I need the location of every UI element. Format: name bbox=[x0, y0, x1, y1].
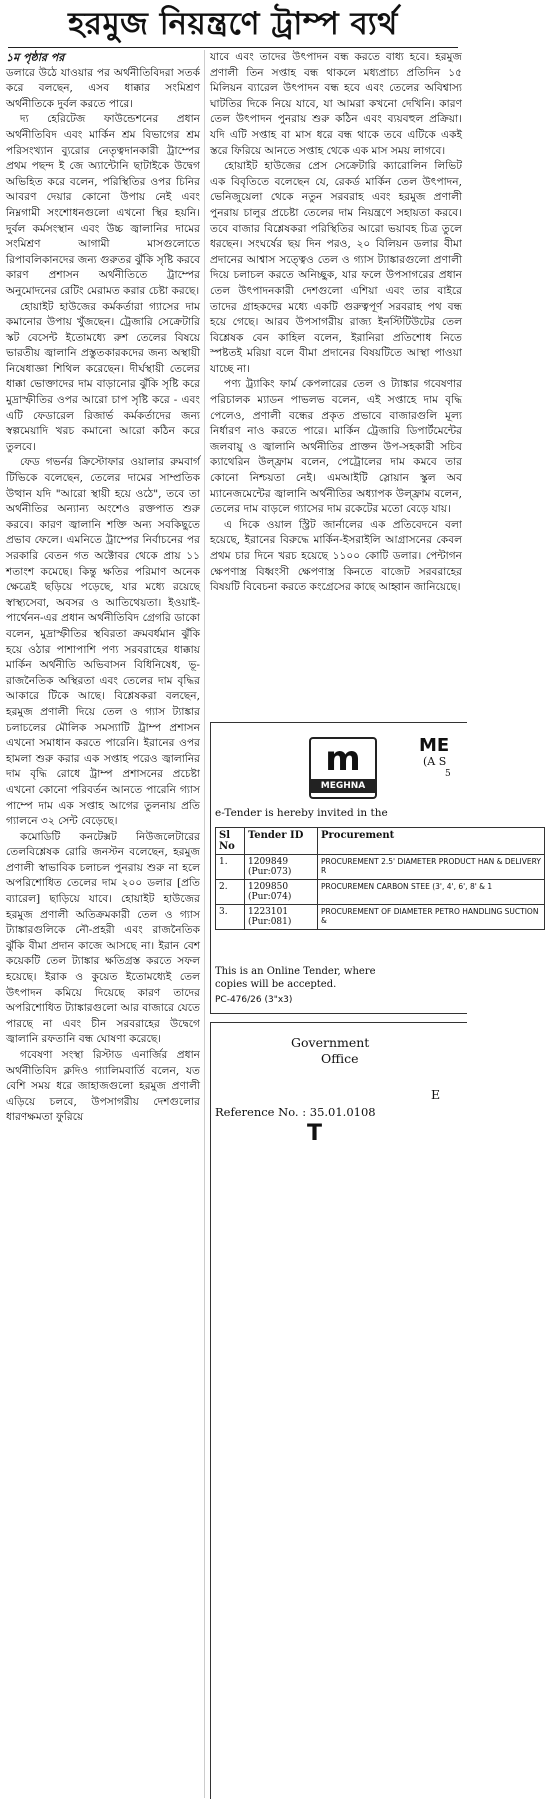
tender-table-header bbox=[216, 828, 545, 855]
table-row bbox=[216, 905, 545, 930]
gov-line-3: E bbox=[431, 1087, 441, 1102]
row-tender-id bbox=[245, 880, 318, 905]
meghna-logo bbox=[309, 737, 377, 799]
row-tender-id bbox=[245, 855, 318, 880]
tender-id: 1209849 bbox=[248, 857, 289, 867]
right-column bbox=[210, 50, 462, 702]
tender-id: 1209850 bbox=[248, 882, 289, 892]
table-row bbox=[216, 855, 545, 880]
row-procurement: PROCUREMEN CARBON STEE (3', 4', 6', 8' & 1 bbox=[318, 880, 545, 905]
row-sl: 2. bbox=[216, 880, 245, 905]
headline: হরমুজ নিয়ন্ত্রণে ট্রাম্প ব্যর্থ bbox=[68, 6, 398, 42]
ad-footer-line-2: copies will be accepted. bbox=[215, 979, 337, 990]
continuation-kicker: ১ম পৃষ্ঠার পর bbox=[6, 51, 65, 64]
pur-code: (Pur:074) bbox=[248, 892, 292, 902]
meghna-logo-text: MEGHNA bbox=[311, 779, 375, 793]
row-sl: 3. bbox=[216, 905, 245, 930]
gov-big-letter: T bbox=[307, 1121, 323, 1146]
paragraph: দ্য হেরিটেজ ফাউন্ডেশনের প্রধান অর্থনীতিবিদ এবং মার্কিন শ্রম বিভাগের শ্রম পরিসংখ্যান ব্যুরোর নেতৃত্বদানকারী ট্রাম্পের প্রথম পছন্দ ই জে অ্যান্টোনি ছাটাইকে উদ্বেগ অভিহিত করে বলেন, পরিস্থিতির ওপর চিনির আবরণ দেয়ার কোনো উপায় নেই এবং নিম্নগামী সংশোধনগুলো এখনো স্থির হয়নি। দুর্বল কর্মসংস্থান এবং উচ্চ জ্বালানির দামের সংমিশ্রণ আগামী মাসগুলোতে রিপাবলিকানদের জন্য গুরুতর ঝুঁকি সৃষ্টি করবে কারণ প্রশাসন অর্থনীতিতে ট্রাম্পের অনুমোদনের রেটিং মেরামত করার চেষ্টা করছে। bbox=[6, 113, 200, 297]
header-tender-id: Tender ID bbox=[245, 828, 318, 855]
tender-table bbox=[215, 827, 545, 930]
ad-footer bbox=[215, 965, 475, 991]
tender-id: 1223101 bbox=[248, 907, 289, 917]
ad-intro: e-Tender is hereby invited in the bbox=[215, 807, 388, 819]
paragraph: এ দিকে ওয়াল স্ট্রিট জার্নালের এক প্রতিবেদনে বলা হয়েছে, ইরানের বিরুদ্ধে মার্কিন-ইসরাইলি আগ্রাসনের কেবল প্রথম চার দিনে খরচ হয়েছে ১১০০ কোটি ডলার। পেন্টাগন ক্ষেপণাস্ত্র বিধ্বংসী ক্ষেপণাস্ত্র কিনতে বাজেট সরবরাহের বিষয়টি বিবেচনা করতে কংগ্রেসের কাছে আহ্বান জানিয়েছে। bbox=[210, 518, 462, 594]
header-sl: Sl No bbox=[216, 828, 245, 855]
meghna-logo-mark-icon: m bbox=[325, 739, 361, 779]
paragraph: যাবে এবং তাদের উৎপাদন বন্ধ করতে বাধ্য হবে। হরমুজ প্রণালী তিন সপ্তাহ বন্ধ থাকলে মধ্যপ্রাচ্য প্রতিদিন ১৫ মিলিয়ন ব্যারেল উৎপাদন বন্ধ হবে এবং তেলের অবিশ্বাস্য ঘাটতির দিকে নিয়ে যাবে, যা আমরা কখনো দেখিনি। কারণ তেল উৎপাদন পুনরায় শুরু কঠিন এবং ব্যয়বহুল প্রক্রিয়া। যদি এটি সপ্তাহ বা মাস ধরে বন্ধ থাকে তবে এটিকে একই স্তরে ফিরিয়ে আনতে সপ্তাহ থেকে এক মাস সময় লাগবে। bbox=[210, 51, 462, 157]
left-column bbox=[6, 50, 200, 1798]
government-ad bbox=[210, 1022, 467, 1799]
table-row bbox=[216, 880, 545, 905]
paragraph: ফেড গভর্নর ক্রিস্টোফার ওয়ালার রুমবার্গ টিভিকে বলেছেন, তেলের দামের সাম্প্রতিক উত্থান যদি "আরো স্থায়ী হয়ে ওঠে", তবে তা অর্থনীতির অন্যান্য অংশেও রক্তপাত শুরু করবে। কারণ জ্বালানি শক্তি অন্য সবকিছুতে প্রভাব ফেলে। এমনিতে ট্রাম্পের নির্বাচনের পর সরকারি বেতন গত অক্টোবর থেকে প্রায় ১১ শতাংশ কমেছে। কিন্তু ক্ষতির পরিমাণ অনেক ক্ষেত্রেই ছড়িয়ে পড়েছে, যার মধ্যে রয়েছে স্বাস্থ্যসেবা, অবসর ও আতিথেয়তা। ইওয়াই-পার্থেনন-এর প্রধান অর্থনীতিবিদ গ্রেগরি ডাকো বলেন, মুদ্রাস্ফীতির স্থবিরতা ক্রমবর্ধমান ঝুঁকি হয়ে ওঠার পাশাপাশি পণ্য সরবরাহের ধাক্কায় মার্কিন অর্থনীতি অভিবাসন বিধিনিষেধ, ভূ-রাজনৈতিক অস্থিরতা এবং তেলের দাম বৃদ্ধির আকারে টিকে আছে। বিশ্লেষকরা বলছেন, হরমুজ প্রণালী দিয়ে তেল ও গ্যাস ট্যাঙ্কার চলাচলের মৌলিক সমস্যাটি ট্রাম্প প্রশাসন এখনো সমাধান করতে পারেনি। ইরানের ওপর হামলা শুরু করার এক সপ্তাহ পরেও জ্বালানির দাম বৃদ্ধি রোধে ট্রাম্প প্রশাসনের প্রচেষ্টা এখনো কোনো পরিবর্তন আনতে পারেনি গ্যাস পাম্পে দাম এক সপ্তাহ আগের তুলনায় প্রতি গ্যালনে ৩২ সেন্ট বেড়েছে। bbox=[6, 456, 200, 828]
ad-company-subtitle-2: 5 bbox=[445, 769, 451, 779]
row-procurement: PROCUREMENT OF DIAMETER PETRO HANDLING SUCTION & bbox=[318, 905, 545, 930]
paragraph: হোয়াইট হাউজের প্রেস সেক্রেটারি ক্যারোলিন লিভিট এক বিবৃতিতে বলেছেন যে, রেকর্ড মার্কিন তেল উৎপাদন, ভেনিজুয়েলা থেকে নতুন সরবরাহ এবং হরমুজ প্রণালী পুনরায় চালুর প্রচেষ্টা তেলের দাম নিয়ন্ত্রণে সহায়তা করবে। তবে বাজার বিশ্লেষকরা পরিস্থিতির আরো ভয়াবহ চিত্র তুলে ধরছেন। সংঘর্ষের ছয় দিন পরও, ২০ বিলিয়ন ডলার বীমা প্রদানের আশ্বাস সত্ত্বেও তেল ও গ্যাস ট্যাঙ্কারগুলো প্রণালী দিয়ে চলাচল করতে অনিচ্ছুক, যার ফলে উপসাগরের প্রধান তেল উৎপাদনকারী দেশগুলো এশিয়া এবং তার বাইরে তাদের গ্রাহকদের মধ্যে একটি গুরুত্বপূর্ণ সরবরাহ পথ বন্ধ হয়ে গেছে। আরব উপসাগরীয় রাজ্য ইনস্টিটিউটের তেল বিশ্লেষক বেন কাহিল বলেন, ইরানিরা প্রতিশোধ নিতে স্পষ্টতই মরিয়া বলে বীমা প্রদানের বিষয়টিতে আস্থা পাওয়া যাচ্ছে না। bbox=[210, 160, 462, 375]
ad-company-name: ME bbox=[419, 735, 450, 756]
ad-footer-line-1: This is an Online Tender, where bbox=[215, 966, 376, 977]
paragraph: গবেষণা সংস্থা রিস্টাড এনার্জির প্রধান অর্থনীতিবিদ ক্লদিও গ্যালিমবার্তি বলেন, যত বেশি সময় ধরে জাহাজগুলো হরমুজ প্রণালী এড়িয়ে চলবে, উপসাগরীয় দেশগুলোর ধারণক্ষমতা ফুরিয়ে bbox=[6, 1049, 200, 1124]
pur-code: (Pur:081) bbox=[248, 917, 292, 927]
gov-line-1: Government bbox=[291, 1035, 370, 1050]
meghna-tender-ad bbox=[210, 722, 541, 1014]
row-tender-id bbox=[245, 905, 318, 930]
ad-code: PC-476/26 (3"x3) bbox=[215, 995, 293, 1005]
paragraph: হোয়াইট হাউজের কর্মকর্তারা গ্যাসের দাম কমানোর উপায় খুঁজছেন। ট্রেজারি সেক্রেটারি স্কট বেসেন্ট ইতোমধ্যে রুশ তেলের বিষয়ে ভারতীয় জ্বালানি প্রস্তুতকারকদের জন্য অস্থায়ী নিষেধাজ্ঞা শিথিল করেছেন। দীর্ঘস্থায়ী তেলের ধাক্কা ভোক্তাদের দাম বাড়ানোর ঝুঁকি সৃষ্টি করে মুদ্রাস্ফীতির ওপর আরো চাপ সৃষ্টি করে - এবং এটি ফেডারেল রিজার্ভ কর্মকর্তাদের জন্য স্বল্পমেয়াদি খরচ কমানো আরো কঠিন করে তুলবে। bbox=[6, 300, 200, 453]
row-sl: 1. bbox=[216, 855, 245, 880]
column-divider bbox=[204, 50, 205, 1798]
paragraph: কমোডিটি কনটেক্সট নিউজলেটারের তেলবিশ্লেষক রোরি জনস্টন বলেছেন, হরমুজ প্রণালী স্বাভাবিক চলাচল পুনরায় শুরু না হলে অপরিশোধিত তেলের দাম ২০০ ডলার [প্রতি ব্যারেল] ছাড়িয়ে যাবে। হোয়াইট হাউজের হরমুজ প্রণালী অতিক্রমকারী তেল ও গ্যাস ট্যাঙ্কারগুলিকে নৌ-প্রহরী এবং রাজনৈতিক ঝুঁকি বীমা প্রদান কাজে আসছে না। ইরান বেশ কয়েকটি তেল ট্যাঙ্কার ক্ষতিগ্রস্ত করতে সফল হয়েছে। ইরাক ও কুয়েত ইতোমধ্যেই তেল উৎপাদন কমিয়ে দিয়েছে কারণ তাদের অপরিশোধিত ট্যাঙ্কারগুলো আর বাজারে যেতে পারছে না এবং চীন সরবরাহের উদ্বেগে জ্বালানি রফতানি বন্ধ ঘোষণা করেছে। bbox=[6, 830, 200, 1046]
headline-rule bbox=[8, 47, 458, 48]
row-procurement: PROCUREMENT 2.5' DIAMETER PRODUCT HAN & DELIVERY R bbox=[318, 855, 545, 880]
gov-line-2: Office bbox=[321, 1051, 359, 1066]
header-procurement: Procurement bbox=[318, 828, 545, 855]
gov-reference: Reference No. : 35.01.0108 bbox=[215, 1105, 376, 1119]
pur-code: (Pur:073) bbox=[248, 867, 292, 877]
paragraph: ডলারে উঠে যাওয়ার পর অর্থনীতিবিদরা সতর্ক করে বলছেন, এসব ধাক্কার সংমিশ্রণ অর্থনীতিকে দুর্বল করতে পারে। bbox=[6, 66, 200, 110]
paragraph: পণ্য ট্র্যাকিং ফার্ম কেপলারের তেল ও ট্যাঙ্কার গবেষণার পরিচালক ম্যাডন পাভলভ বলেন, এই সপ্তাহে দাম বৃদ্ধি পেলেও, প্রণালী বন্ধের প্রকৃত প্রভাবে বাজারগুলি মূল্য নির্ধারণ নাও করতে পারে। মার্কিন ট্রেজারি ডিপার্টমেন্টের জলবায়ু ও জ্বালানি অর্থনীতির প্রাক্তন উপ-সহকারী সচিব ক্যাথেরিন উল্ফ্রাম বলেন, পেট্রোলের দাম কমবে তার কোনো নিশ্চয়তা নেই। এমআইটি স্লোয়ান স্কুল অব ম্যানেজমেন্টের জ্বালানি অর্থনীতির অধ্যাপক উল্ফ্রাম বলেন, তেলের দাম বাড়লে গ্যাসের দাম রকেটের মতো বেড়ে যায়। bbox=[210, 378, 462, 516]
ad-company-subtitle: (A S bbox=[423, 755, 447, 768]
